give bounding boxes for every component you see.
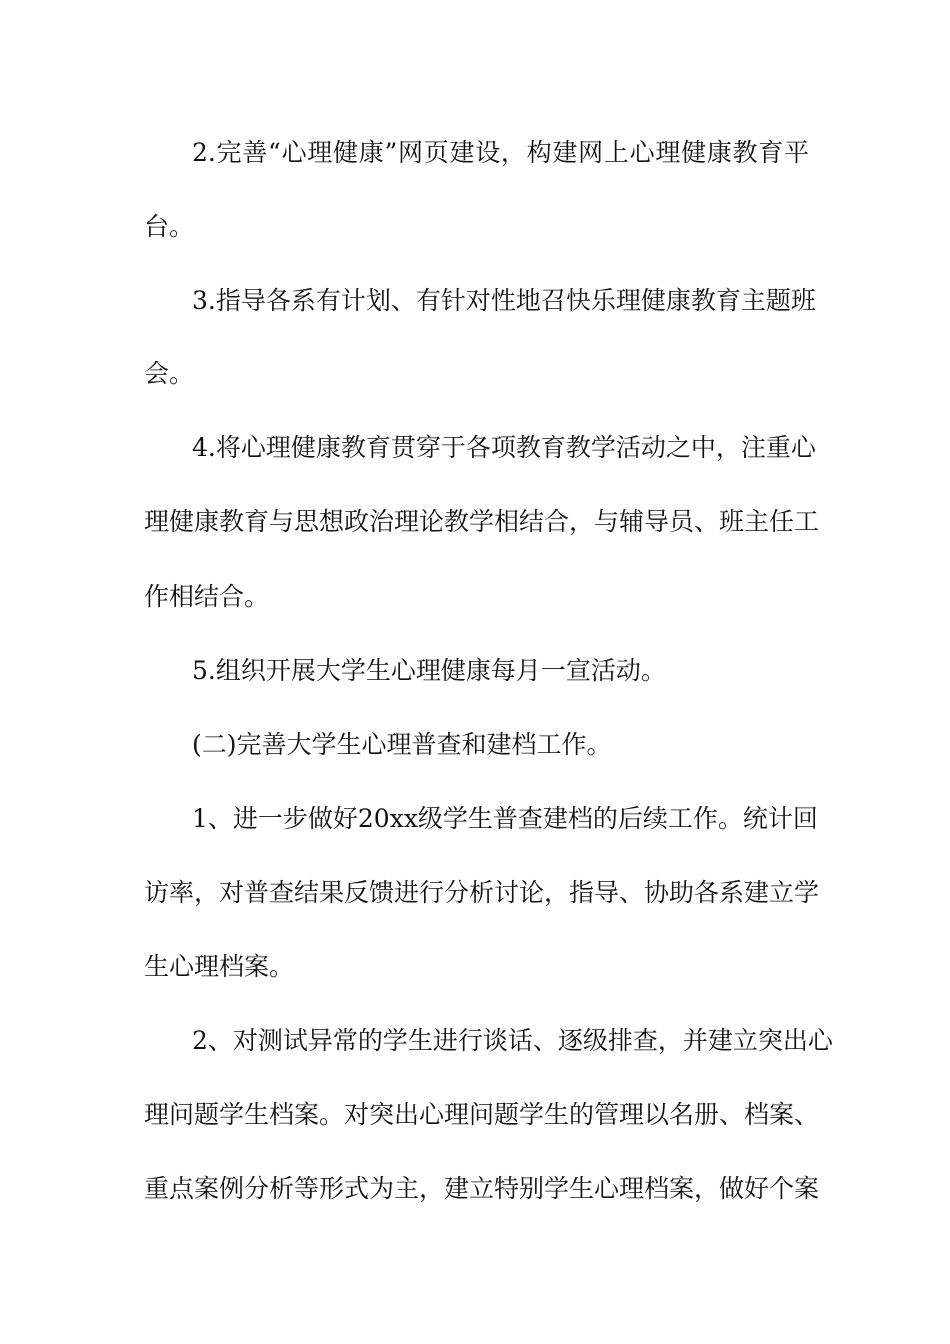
paragraph-line: 作相结合。 — [144, 582, 270, 611]
paragraph-line: 理问题学生档案。对突出心理问题学生的管理以名册、档案、 — [144, 1100, 820, 1129]
paragraph-line: 理健康教育与思想政治理论教学相结合，与辅导员、班主任工 — [144, 507, 820, 536]
paragraph-line: 2.完善“心理健康”网页建设，构建网上心理健康教育平 — [192, 138, 809, 167]
paragraph-line: 重点案例分析等形式为主，建立特别学生心理档案，做好个案 — [144, 1174, 820, 1203]
paragraph-line: 4.将心理健康教育贯穿于各项教育教学活动之中，注重心 — [192, 433, 816, 462]
section-heading: (二)完善大学生心理普查和建档工作。 — [192, 730, 612, 759]
paragraph-line: 5.组织开展大学生心理健康每月一宣活动。 — [192, 656, 666, 685]
paragraph-line: 2、对测试异常的学生进行谈话、逐级排查，并建立突出心 — [192, 1026, 833, 1055]
paragraph-line: 台。 — [144, 212, 195, 241]
paragraph-line: 访率，对普查结果反馈进行分析讨论，指导、协助各系建立学 — [144, 878, 820, 907]
paragraph-line: 3.指导各系有计划、有针对性地召快乐理健康教育主题班 — [192, 286, 816, 315]
paragraph-line: 1、进一步做好20xx级学生普查建档的后续工作。统计回 — [192, 804, 818, 833]
paragraph-line: 会。 — [144, 359, 195, 388]
paragraph-line: 生心理档案。 — [144, 952, 295, 981]
